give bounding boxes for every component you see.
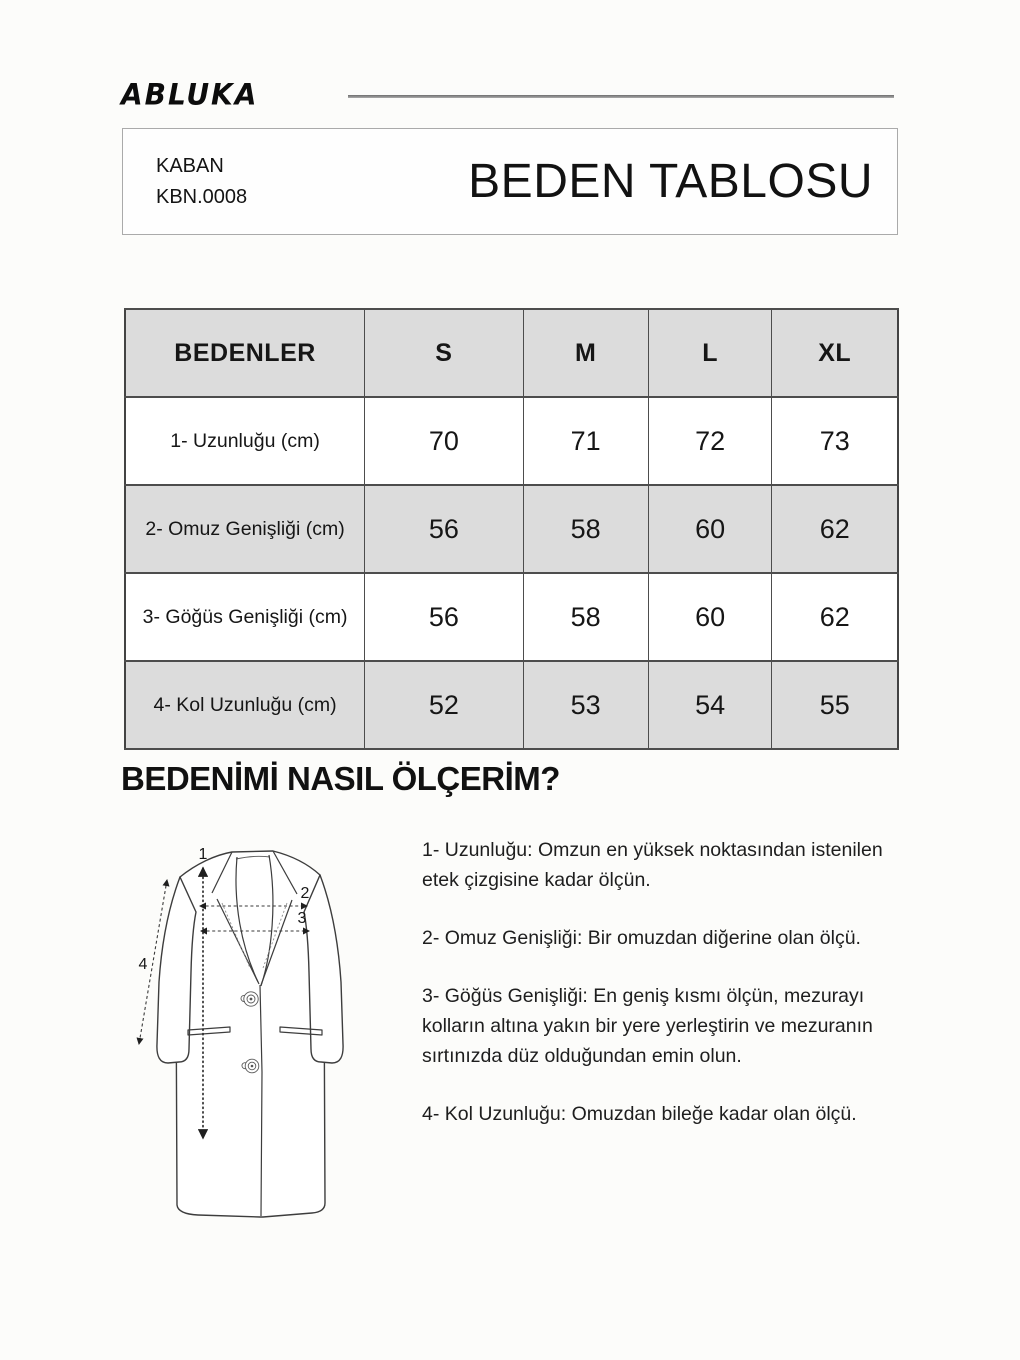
size-value: 60 [648, 485, 772, 573]
size-value: 58 [523, 573, 648, 661]
table-row [125, 397, 898, 485]
column-header-s: S [365, 309, 523, 397]
coat-measurement-diagram [100, 822, 400, 1242]
size-value: 54 [648, 661, 772, 749]
measure-instructions [422, 835, 914, 1157]
row-label: 4- Kol Uzunluğu (cm) [125, 661, 365, 749]
row-label: 3- Göğüs Genişliği (cm) [125, 573, 365, 661]
size-value: 70 [365, 397, 523, 485]
product-info [156, 151, 247, 213]
title-box [122, 128, 898, 235]
column-header-xl: XL [772, 309, 898, 397]
size-value: 52 [365, 661, 523, 749]
row-label: 1- Uzunluğu (cm) [125, 397, 365, 485]
size-table-container [124, 308, 899, 750]
table-row [125, 661, 898, 749]
table-row [125, 485, 898, 573]
instruction-kol: 4- Kol Uzunluğu: Omuzdan bileğe kadar olan ölçü. [422, 1103, 857, 1125]
column-header-bedenler: BEDENLER [125, 309, 365, 397]
size-table [124, 308, 899, 750]
table-row [125, 573, 898, 661]
size-value: 55 [772, 661, 898, 749]
size-value: 72 [648, 397, 772, 485]
instruction-omuz: 2- Omuz Genişliği: Bir omuzdan diğerine olan ölçü. [422, 927, 861, 949]
measure-label-4: 4 [138, 956, 148, 973]
table-header-row [125, 309, 898, 397]
instruction-uzunluk: 1- Uzunluğu: Omzun en yüksek noktasından istenilen etek çizgisine kadar ölçün. [422, 839, 883, 891]
header-rule [348, 95, 894, 98]
size-value: 60 [648, 573, 772, 661]
product-code: KBN.0008 [156, 185, 248, 208]
column-header-l: L [648, 309, 772, 397]
measure-label-2: 2 [300, 885, 310, 902]
size-value: 56 [365, 485, 523, 573]
size-value: 73 [772, 397, 898, 485]
size-value: 62 [772, 485, 898, 573]
measure-label-3: 3 [297, 910, 307, 927]
size-value: 58 [523, 485, 648, 573]
row-label: 2- Omuz Genişliği (cm) [125, 485, 365, 573]
measure-heading: BEDENİMİ NASIL ÖLÇERİM? [121, 760, 560, 797]
size-value: 53 [523, 661, 648, 749]
size-value: 62 [772, 573, 898, 661]
size-value: 71 [523, 397, 648, 485]
instruction-gogus: 3- Göğüs Genişliği: En geniş kısmı ölçün, mezurayı kolların altına yakın bir yere yerleştirin ve mezuranın sırtınızda düz olduğundan emin olun. [422, 985, 873, 1067]
size-value: 56 [365, 573, 523, 661]
product-name: KABAN [156, 154, 224, 177]
column-header-m: M [523, 309, 648, 397]
page-title: BEDEN TABLOSU [468, 155, 873, 208]
measure-label-1: 1 [198, 846, 208, 863]
brand-logo: ABLUKA [121, 77, 259, 112]
